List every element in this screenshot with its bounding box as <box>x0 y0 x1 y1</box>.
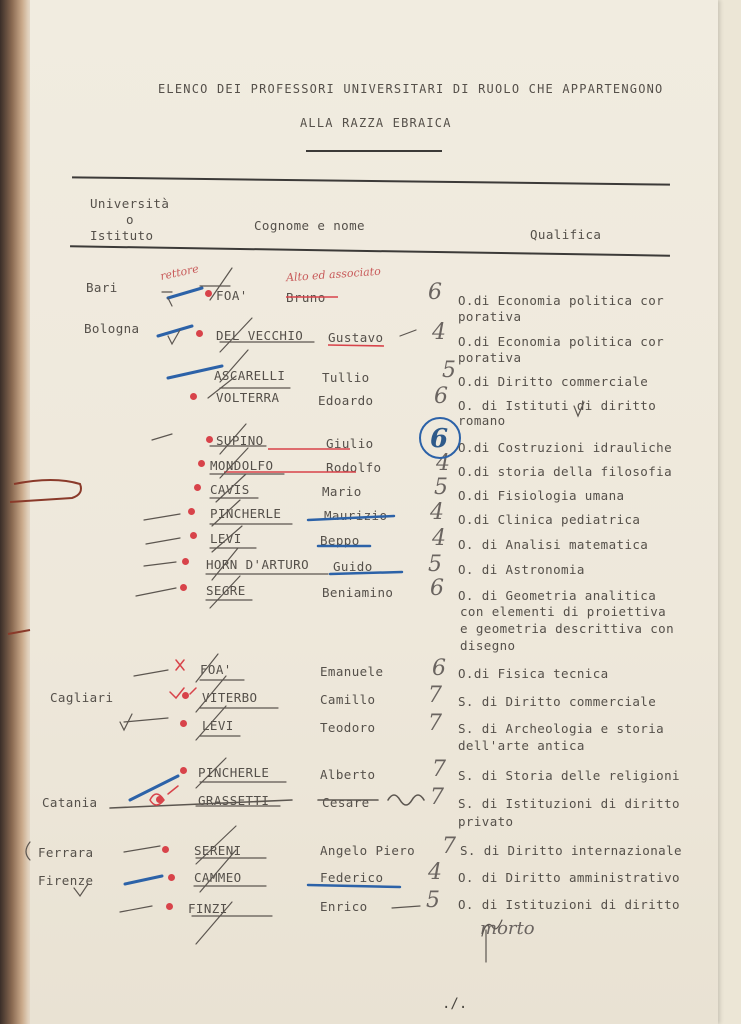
row-firstname: Guido <box>333 559 373 574</box>
row-firstname: Gustavo <box>328 330 384 345</box>
row-surname: CAVIS <box>210 482 250 497</box>
row-role-cont: porativa <box>458 350 522 365</box>
row-role-cont: e geometria descrittiva con <box>460 621 674 636</box>
row-city: Bologna <box>84 321 140 336</box>
row-surname: PINCHERLE <box>198 765 270 780</box>
red-dot-marker <box>180 767 187 774</box>
row-city: Ferrara <box>38 845 94 860</box>
row-firstname: Federico <box>320 870 384 885</box>
red-dot-marker <box>206 436 213 443</box>
col-header-university: Università <box>90 196 170 211</box>
row-handwritten-number: 4 <box>428 860 442 885</box>
row-surname: FOA' <box>200 662 232 677</box>
col-header-role: Qualifica <box>530 227 602 242</box>
row-firstname: Teodoro <box>320 720 376 735</box>
row-handwritten-number: 5 <box>442 358 456 383</box>
row-city: Cagliari <box>50 690 114 705</box>
row-firstname: Enrico <box>320 899 368 914</box>
title-underline <box>306 150 442 152</box>
row-surname: CAMMEO <box>194 870 242 885</box>
row-role: O.di Fisica tecnica <box>458 666 609 681</box>
row-handwritten-number: 4 <box>432 320 446 345</box>
row-surname: LEVI <box>210 531 242 546</box>
red-dot-marker <box>190 532 197 539</box>
row-handwritten-number: 5 <box>434 475 448 500</box>
row-handwritten-number: 6 <box>428 280 442 305</box>
row-handwritten-number: 6 <box>432 656 446 681</box>
row-role-cont: con elementi di proiettiva <box>460 604 667 619</box>
row-firstname: Alberto <box>320 767 376 782</box>
document-title-line1: ELENCO DEI PROFESSORI UNIVERSITARI DI RUOLO CHE APPARTENGONO <box>158 82 664 96</box>
row-role-cont: romano <box>458 413 506 428</box>
row-city: Firenze <box>38 873 94 888</box>
red-dot-marker <box>190 393 197 400</box>
row-role: O.di Costruzioni idrauliche <box>458 440 672 455</box>
row-handwritten-number: 5 <box>426 888 440 913</box>
red-dot-marker <box>182 692 189 699</box>
row-city: Catania <box>42 795 98 810</box>
red-dot-marker <box>166 903 173 910</box>
red-dot-marker <box>205 290 212 297</box>
row-surname: SERENI <box>194 843 242 858</box>
row-role: O.di Economia politica cor <box>458 334 665 349</box>
col-header-o: o <box>126 212 134 227</box>
row-handwritten-number: 7 <box>428 711 442 736</box>
col-header-istituto: Istituto <box>90 228 154 243</box>
red-dot-marker <box>180 584 187 591</box>
row-firstname: Maurizio <box>324 508 388 523</box>
red-note-alto: Alto ed associato <box>285 264 382 285</box>
row-handwritten-number: 7 <box>432 757 446 782</box>
red-dot-marker <box>196 330 203 337</box>
red-dot-marker <box>168 874 175 881</box>
row-role: O.di storia della filosofia <box>458 464 672 479</box>
row-firstname: Tullio <box>322 370 370 385</box>
row-handwritten-number: 7 <box>442 834 456 859</box>
row-role: O.di Fisiologia umana <box>458 488 625 503</box>
row-surname: LEVI <box>202 718 234 733</box>
red-dot-marker <box>156 796 163 803</box>
row-firstname: Beniamino <box>322 585 394 600</box>
row-firstname: Emanuele <box>320 664 384 679</box>
row-firstname: Beppo <box>320 533 360 548</box>
row-handwritten-number: 6 <box>430 576 444 601</box>
row-handwritten-number: 4 <box>432 526 446 551</box>
row-firstname: Giulio <box>326 436 374 451</box>
handwritten-note-morto: morto <box>480 918 535 939</box>
row-role: S. di Archeologia e storia <box>458 721 665 736</box>
row-firstname: Camillo <box>320 692 376 707</box>
row-role: O. di Astronomia <box>458 562 585 577</box>
row-role-cont: porativa <box>458 309 522 324</box>
row-firstname: Bruno <box>286 290 326 305</box>
row-firstname: Angelo Piero <box>320 843 416 858</box>
row-surname: ASCARELLI <box>214 368 286 383</box>
document-title-line2: ALLA RAZZA EBRAICA <box>300 116 452 130</box>
row-handwritten-number: 4 <box>436 451 450 476</box>
row-role: S. di Diritto commerciale <box>458 694 657 709</box>
page-continuation-mark: ./. <box>442 996 468 1012</box>
row-surname: DEL VECCHIO <box>216 328 304 343</box>
row-role: O. di Istituti di diritto <box>458 398 657 413</box>
row-handwritten-number: 4 <box>430 500 444 525</box>
header-top-rule <box>72 176 670 185</box>
row-surname: SEGRE <box>206 583 246 598</box>
row-surname: VOLTERRA <box>216 390 280 405</box>
row-firstname: Mario <box>322 484 362 499</box>
row-surname: PINCHERLE <box>210 506 282 521</box>
row-role: O.di Diritto commerciale <box>458 374 649 389</box>
col-header-name: Cognome e nome <box>254 218 365 233</box>
row-role: O.di Clinica pediatrica <box>458 512 641 527</box>
row-surname: VITERBO <box>202 690 258 705</box>
row-role: S. di Storia delle religioni <box>458 768 680 783</box>
row-firstname: Rodolfo <box>326 460 382 475</box>
row-firstname: Edoardo <box>318 393 374 408</box>
row-city: Bari <box>86 280 118 295</box>
red-dot-marker <box>194 484 201 491</box>
document-page <box>30 0 718 1024</box>
header-bottom-rule <box>70 245 670 256</box>
red-note-rettore: rettore <box>159 262 200 283</box>
row-handwritten-number-circled: 6 <box>430 424 449 454</box>
row-surname: MONDOLFO <box>210 458 274 473</box>
row-surname: HORN D'ARTURO <box>206 557 310 572</box>
row-handwritten-number: 6 <box>434 384 448 409</box>
row-surname: FINZI <box>188 901 228 916</box>
row-role: O.di Economia politica cor <box>458 293 665 308</box>
row-role: S. di Istituzioni di diritto <box>458 796 680 811</box>
row-role: S. di Diritto internazionale <box>460 843 682 858</box>
red-dot-marker <box>182 558 189 565</box>
row-surname: GRASSETTI <box>198 793 270 808</box>
row-handwritten-number: 7 <box>428 683 442 708</box>
row-role-cont: disegno <box>460 638 516 653</box>
red-dot-marker <box>180 720 187 727</box>
row-role-cont: privato <box>458 814 514 829</box>
row-firstname: Cesare <box>322 795 370 810</box>
row-role: O. di Diritto amministrativo <box>458 870 680 885</box>
row-handwritten-number: 7 <box>430 785 444 810</box>
row-role: O. di Analisi matematica <box>458 537 649 552</box>
row-role-cont: dell'arte antica <box>458 738 585 753</box>
red-dot-marker <box>162 846 169 853</box>
row-handwritten-number: 5 <box>428 552 442 577</box>
row-surname: FOA' <box>216 288 248 303</box>
row-role: O. di Geometria analitica <box>458 588 657 603</box>
red-dot-marker <box>198 460 205 467</box>
red-dot-marker <box>188 508 195 515</box>
row-surname: SUPINO <box>216 433 264 448</box>
row-role: O. di Istituzioni di diritto <box>458 897 680 912</box>
